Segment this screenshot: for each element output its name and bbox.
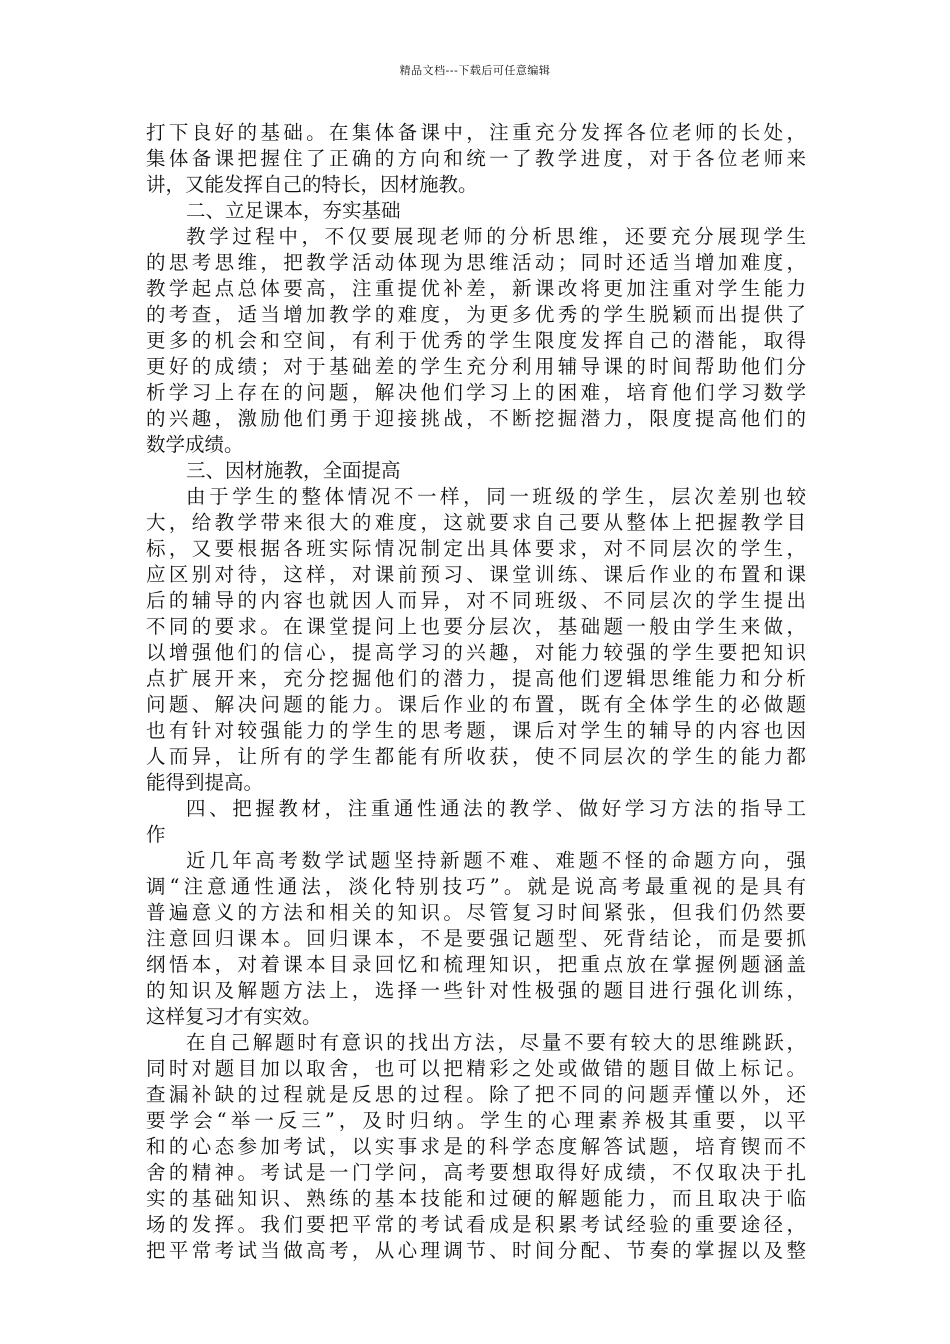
text-line: 三、因材施教，全面提高 [186, 459, 401, 482]
text-line: 由于学生的整体情况不一样，同一班级的学生，层次差别也较 [186, 485, 806, 508]
text-line: 应区别对待，这样，对课前预习、课堂训练、课后作业的布置和课 [146, 563, 806, 586]
text-line: 的思考思维，把教学活动体现为思维活动；同时还适当增加难度， [146, 251, 806, 274]
text-line: 更好的成绩；对于基础差的学生充分利用辅导课的时间帮助他们分 [146, 355, 806, 378]
text-line: 查漏补缺的过程就是反思的过程。除了把不同的问题弄懂以外，还 [146, 1083, 806, 1106]
text-line: 作 [146, 823, 166, 846]
text-line: 把平常考试当做高考，从心理调节、时间分配、节奏的掌握以及整 [146, 1239, 806, 1262]
text-line: 场的发挥。我们要把平常的考试看成是积累考试经验的重要途径， [146, 1213, 806, 1236]
document-body [146, 120, 806, 1264]
text-line: 以增强他们的信心，提高学习的兴趣，对能力较强的学生要把知识 [146, 641, 806, 664]
text-line: 也有针对较强能力的学生的思考题，课后对学生的辅导的内容也因 [146, 719, 806, 742]
text-line: 后的辅导的内容也就因人而异，对不同班级、不同层次的学生提出 [146, 589, 806, 612]
text-line: 人而异，让所有的学生都能有所收获，使不同层次的学生的能力都 [146, 745, 806, 768]
text-line: 和的心态参加考试，以实事求是的科学态度解答试题，培育锲而不 [146, 1135, 806, 1158]
text-line: 问题、解决问题的能力。课后作业的布置，既有全体学生的必做题 [146, 693, 806, 716]
text-line: 标，又要根据各班实际情况制定出具体要求，对不同层次的学生， [146, 537, 806, 560]
text-line: 舍的精神。考试是一门学问，高考要想取得好成绩，不仅取决于扎 [146, 1161, 806, 1184]
text-line: 教学起点总体要高，注重提优补差，新课改将更加注重对学生能力 [146, 277, 806, 300]
text-line: 的知识及解题方法上，选择一些针对性极强的题目进行强化训练， [146, 979, 806, 1002]
text-line: 析学习上存在的问题，解决他们学习上的困难，培育他们学习数学 [146, 381, 806, 404]
text-line: 纲悟本，对着课本目录回忆和梳理知识，把重点放在掌握例题涵盖 [146, 953, 806, 976]
text-line: 近几年高考数学试题坚持新题不难、难题不怪的命题方向，强 [186, 849, 806, 872]
text-line: 不同的要求。在课堂提问上也要分层次，基础题一般由学生来做， [146, 615, 806, 638]
text-line: 点扩展开来，充分挖掘他们的潜力，提高他们逻辑思维能力和分析 [146, 667, 806, 690]
text-line: 的兴趣，激励他们勇于迎接挑战，不断挖掘潜力，限度提高他们的 [146, 407, 806, 430]
text-line: 这样复习才有实效。 [146, 1005, 322, 1028]
text-line: 实的基础知识、熟练的基本技能和过硬的解题能力，而且取决于临 [146, 1187, 806, 1210]
text-line: 二、立足课本，夯实基础 [186, 199, 401, 222]
text-line: 能得到提高。 [146, 771, 264, 794]
text-line: 集体备课把握住了正确的方向和统一了教学进度，对于各位老师来 [146, 147, 806, 170]
page-header: 精品文档---下载后可任意编辑 [399, 64, 551, 77]
text-line: 教学过程中，不仅要展现老师的分析思维，还要充分展现学生 [186, 225, 806, 248]
text-line: 更多的机会和空间，有利于优秀的学生限度发挥自己的潜能，取得 [146, 329, 806, 352]
text-line: 注意回归课本。回归课本，不是要强记题型、死背结论，而是要抓 [146, 927, 806, 950]
text-line: 同时对题目加以取舍，也可以把精彩之处或做错的题目做上标记。 [146, 1057, 806, 1080]
text-line: 普遍意义的方法和相关的知识。尽管复习时间紧张，但我们仍然要 [146, 901, 806, 924]
text-line: 数学成绩。 [146, 433, 244, 456]
text-line: 在自己解题时有意识的找出方法，尽量不要有较大的思维跳跃， [186, 1031, 806, 1054]
text-line: 大，给教学带来很大的难度，这就要求自己要从整体上把握教学目 [146, 511, 806, 534]
text-line: 要学会“举一反三”，及时归纳。学生的心理素养极其重要，以平 [146, 1109, 806, 1132]
text-line: 四、把握教材，注重通性通法的教学、做好学习方法的指导工 [186, 797, 806, 820]
text-line: 调“注意通性通法，淡化特别技巧”。就是说高考最重视的是具有 [146, 875, 806, 898]
text-line: 讲，又能发挥自己的特长，因材施教。 [146, 173, 478, 196]
text-line: 打下良好的基础。在集体备课中，注重充分发挥各位老师的长处， [146, 121, 806, 144]
text-line: 的考查，适当增加教学的难度，为更多优秀的学生脱颖而出提供了 [146, 303, 806, 326]
